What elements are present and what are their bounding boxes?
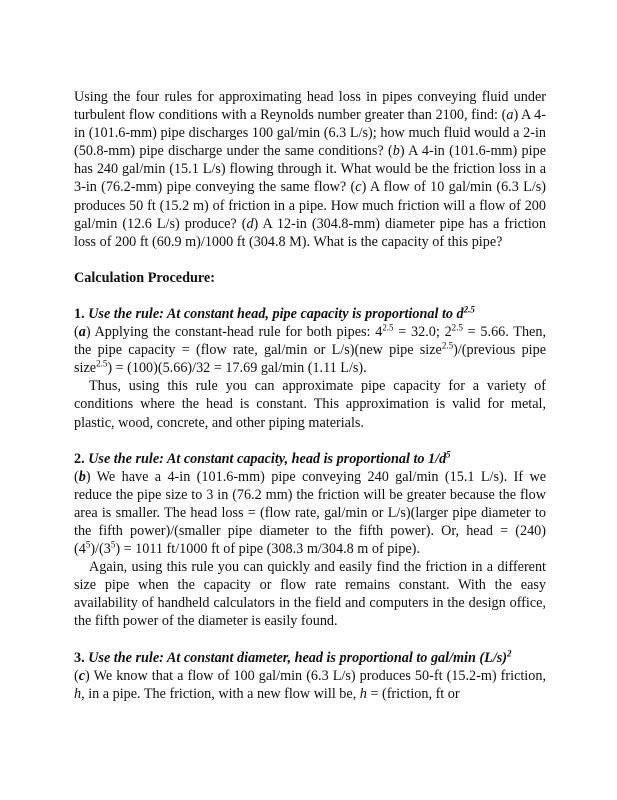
step1-paragraph: Thus, using this rule you can approximate pipe capacity for a variety of conditions where the head is constant. This approximation is valid for metal, plastic, wood, concrete, and other piping materials. [74,378,546,431]
variable-h: h [74,685,82,702]
part-label-b: b [392,143,400,160]
part-label-b: b [78,468,86,485]
variable-h: h [359,685,367,702]
step2-heading: 2. Use the rule: At constant capacity, head is proportional to $1/d^5$ [74,448,451,467]
part-label-c: c [355,179,362,196]
step2-paragraph: Again, using this rule you can quickly and easily find the friction in a different size pipe when the capacity or flow rate remains constant. With the easy availability of handheld calculators in the field and computers in the design office, the fifth power of the diameter is easily found. [74,559,546,630]
step3-body: (c) We know that a flow of 100 gal/min (6.3 L/s) produces 50-ft (15.2-m) friction, h, in a pipe. The friction, with a new flow will be, h = (friction, ft or [74,667,546,702]
step3-heading: 3. Use the rule: At constant diameter, head is proportional to gal/min $(L/s)^2$ [74,647,512,666]
problem-statement: Using the four rules for approximating head loss in pipes conveying fluid under turbulent flow conditions with a Reynolds number greater than 2100, find: (a) A 4-in (101.6-mm) pipe discharges 100 gal/min (6.3 L/s); how much fluid would a 2-in (50.8-mm) pipe discharge under the same conditions? (b) A 4-in (101.6-mm) pipe has 240 gal/min (15.1 L/s) flowing through it. What would be the friction loss in a 3-in (76.2-mm) pipe conveying the same flow? (c) A flow of 10 gal/min (6.3 L/s) produces 50 ft (15.2 m) of friction in a pipe. How much friction will a flow of 200 gal/min (12.6 L/s) produce? (d) A 12-in (304.8-mm) diameter pipe has a friction loss of 200 ft (60.9 m)/1000 ft (304.8 M). What is the capacity of this pipe? [74,89,547,250]
step2-body: (b) We have a 4-in (101.6-mm) pipe conveying 240 gal/min (15.1 L/s). If we reduce the pipe size to 3 in (76.2 mm) the friction will be greater because the flow area is smaller. The head loss = (flow rate, gal/min or L/s)(larger pipe diameter to the fifth power)/(smaller pipe diameter to the fifth power). Or, head = $(240)(4^5)/(3^5) = 1011$ ft/1000 ft of pipe (308.3 m/304.8 m of pipe). [74,468,546,558]
document-page [74,88,546,703]
part-label-c: c [78,667,86,684]
calculation-heading: Calculation Procedure: [74,269,215,286]
part-label-a: a [506,107,514,124]
part-label-d: d [246,215,254,232]
part-label-a: a [78,324,86,341]
step1-heading: 1. Use the rule: At constant head, pipe capacity is proportional to $d^{2.5}$ [74,304,475,322]
step1-body: (a) Applying the constant-head rule for both pipes: $4^{2.5} = 32.0$; $2^{2.5} = 5.66$. Then, the pipe capacity = (flow rate, gal/min or L/s)(new pipe size$^{2.5}$)/(previous pipe size$^{2.5}$) = (100)(5.66)/32 = 17.69 gal/min (1.11 L/s). [74,322,546,377]
